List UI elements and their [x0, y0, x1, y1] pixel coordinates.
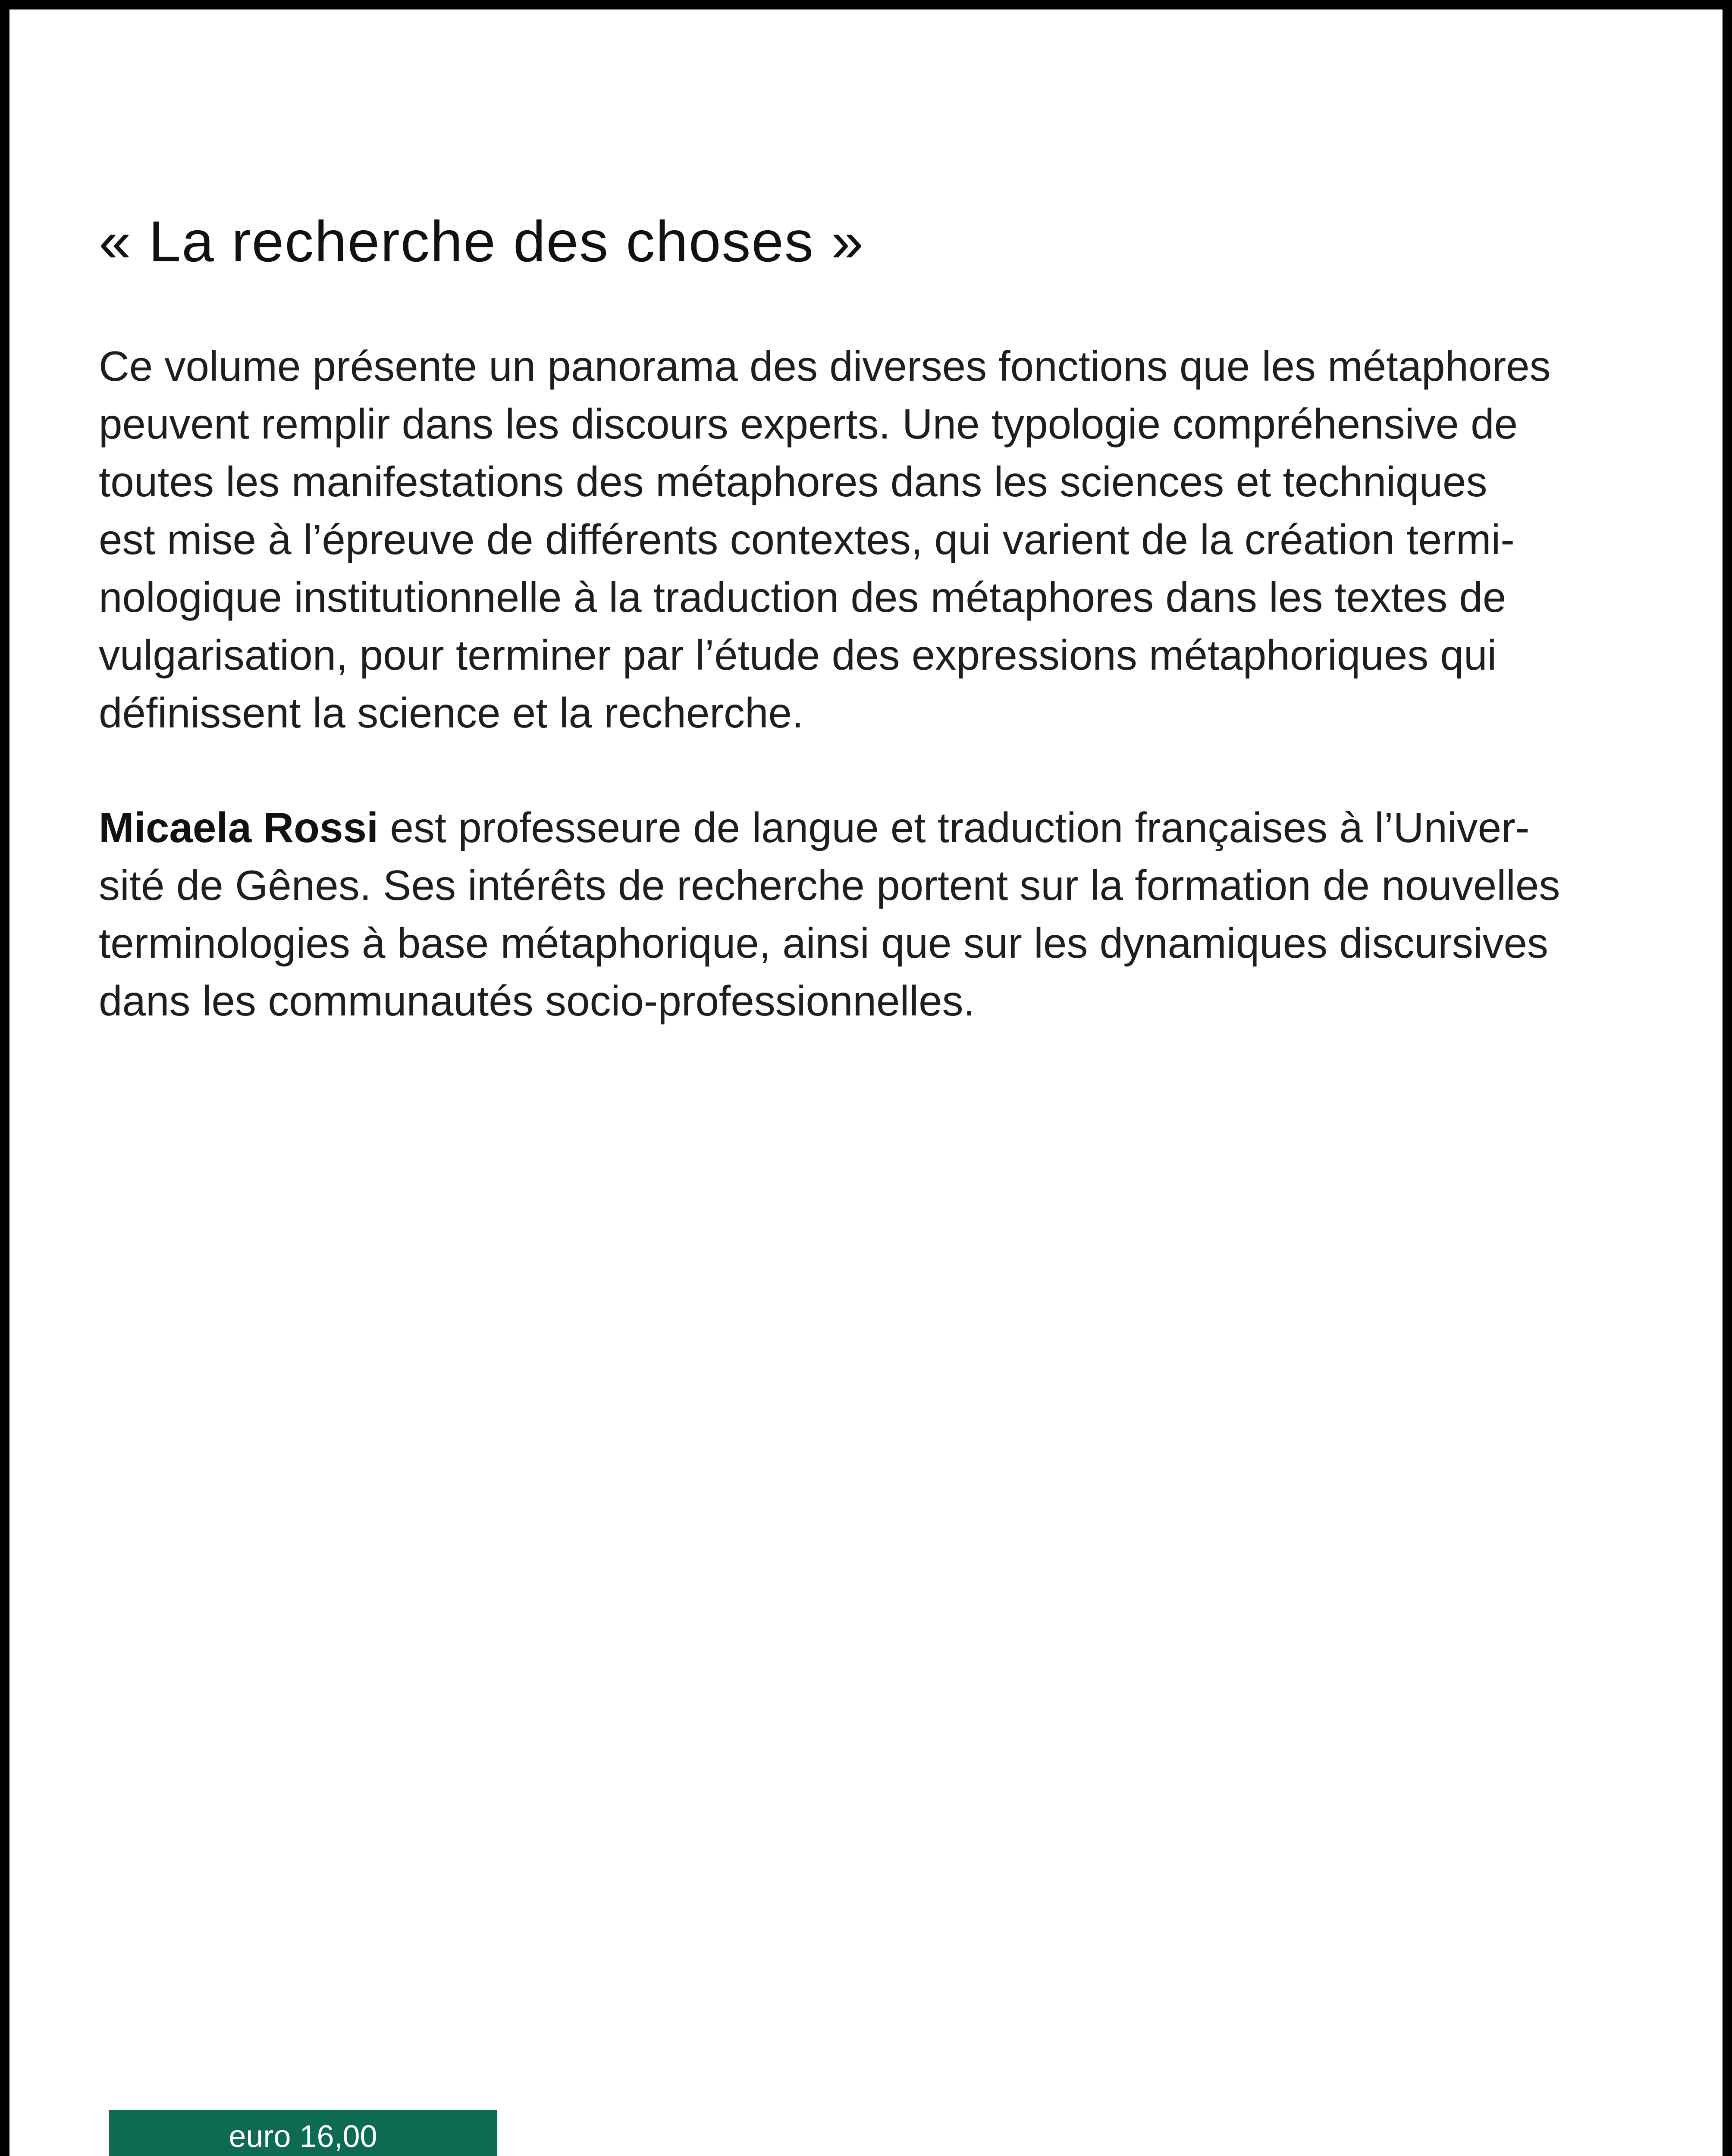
price-band [109, 2110, 497, 2156]
barcode-block [109, 2110, 497, 2156]
bio-line [99, 799, 1651, 856]
bio-line: terminologies à base métaphorique, ainsi que sur les dynamiques discursives [99, 919, 1548, 967]
summary-line: peuvent remplir dans les discours experts. Une typologie compréhensive de [99, 400, 1518, 448]
author-bio [99, 799, 1651, 1030]
price-label: euro 16,00 [229, 2119, 377, 2154]
bio-line: dans les communautés socio-professionnelles. [99, 977, 975, 1025]
summary-line: définissent la science et la recherche. [99, 689, 804, 736]
book-title: « La recherche des choses » [99, 210, 864, 274]
book-summary [99, 337, 1651, 742]
summary-line: nologique institutionnelle à la traduction des métaphores dans les textes de [99, 573, 1506, 621]
author-name: Micaela Rossi [99, 804, 379, 851]
summary-line: est mise à l’épreuve de différents contextes, qui varient de la création termi- [99, 516, 1515, 563]
bio-line: sité de Gênes. Ses intérêts de recherche portent sur la formation de nouvelles [99, 862, 1560, 909]
summary-line: vulgarisation, pour terminer par l’étude des expressions métaphoriques qui [99, 631, 1497, 679]
summary-line: toutes les manifestations des métaphores dans les sciences et techniques [99, 458, 1487, 505]
bio-line-text: est professeure de langue et traduction françaises à l’Univer- [378, 804, 1530, 851]
summary-line: Ce volume présente un panorama des diverses fonctions que les métaphores [99, 342, 1551, 390]
